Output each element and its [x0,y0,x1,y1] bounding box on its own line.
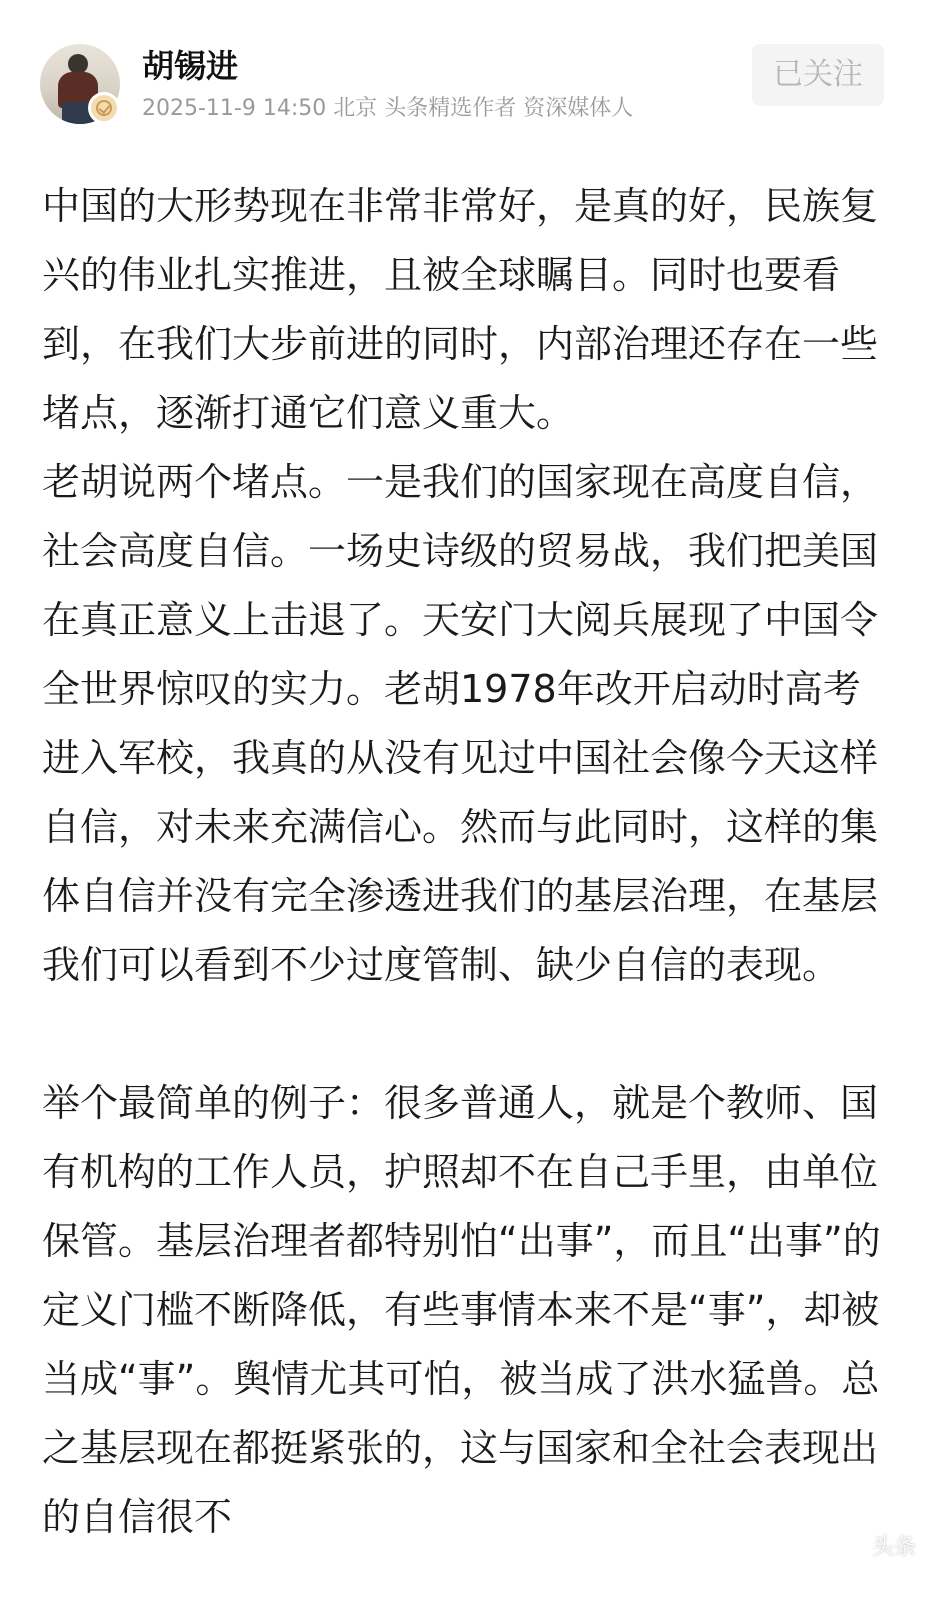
post-meta: 2025-11-9 14:50 北京 头条精选作者 资深媒体人 [142,96,634,121]
article-paragraph: 举个最简单的例子：很多普通人，就是个教师、国有机构的工作人员，护照却不在自己手里，由单位保管。基层治理者都特别怕“出事”，而且“出事”的定义门槛不断降低，有些事情本来不是“事”，却被当成“事”。舆情尤其可怕，被当成了洪水猛兽。总之基层现在都挺紧张的，这与国家和全社会表现出的自信很不 [42,1081,881,1539]
article-paragraph: 老胡说两个堵点。一是我们的国家现在高度自信，社会高度自信。一场史诗级的贸易战，我们把美国在真正意义上击退了。天安门大阅兵展现了中国令全世界惊叹的实力。老胡1978年改开启动时高考进入军校，我真的从没有见过中国社会像今天这样自信，对未来充满信心。然而与此同时，这样的集体自信并没有完全渗透进我们的基层治理，在基层我们可以看到不少过度管制、缺少自信的表现。 [42,460,879,987]
article-body [42,172,887,1552]
verified-badge-icon [88,92,120,124]
author-name[interactable]: 胡锡进 [142,47,239,85]
paragraph-spacer [42,1000,887,1069]
follow-button[interactable]: 已关注 [752,44,884,106]
watermark: 头条 [871,1535,916,1560]
avatar-head-shape [68,54,88,74]
article-paragraph: 中国的大形势现在非常非常好，是真的好，民族复兴的伟业扎实推进，且被全球瞩目。同时也要看到，在我们大步前进的同时，内部治理还存在一些堵点，逐渐打通它们意义重大。 [42,184,879,435]
post-header [0,0,929,150]
